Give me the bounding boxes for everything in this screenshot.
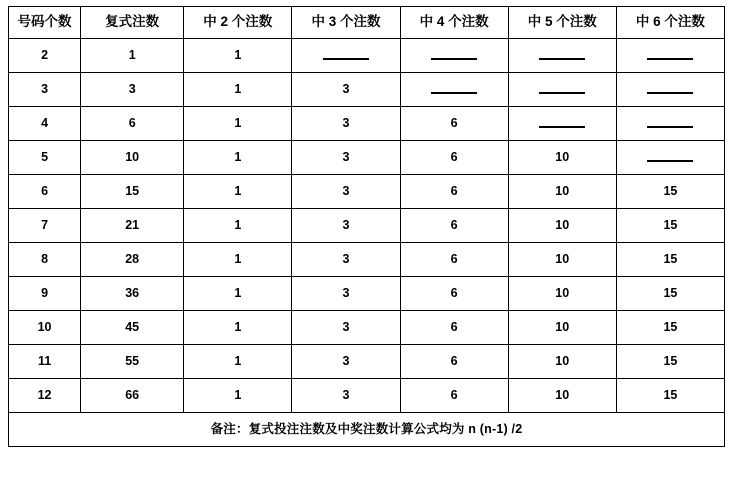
cell-hit-2: 1 [184,107,292,141]
cell-hit-4 [400,73,508,107]
cell-hit-6 [616,141,724,175]
cell-number-count: 9 [9,277,81,311]
cell-hit-5: 10 [508,209,616,243]
cell-hit-6: 15 [616,311,724,345]
cell-combination-bets: 28 [81,243,184,277]
cell-hit-5: 10 [508,141,616,175]
cell-hit-3: 3 [292,277,400,311]
table-header-row [9,7,725,39]
empty-dash [323,51,369,60]
cell-hit-4: 6 [400,175,508,209]
cell-hit-2: 1 [184,209,292,243]
cell-combination-bets: 36 [81,277,184,311]
table-row [9,209,725,243]
cell-hit-6: 15 [616,209,724,243]
cell-hit-4: 6 [400,379,508,413]
column-header-number-count: 号码个数 [9,7,81,39]
cell-hit-2: 1 [184,39,292,73]
table-note: 备注：复式投注注数及中奖注数计算公式均为 n (n-1) /2 [9,413,725,447]
cell-hit-5: 10 [508,277,616,311]
cell-number-count: 7 [9,209,81,243]
cell-number-count: 6 [9,175,81,209]
cell-hit-2: 1 [184,175,292,209]
cell-hit-3: 3 [292,73,400,107]
table-row [9,141,725,175]
cell-hit-2: 1 [184,345,292,379]
table-row [9,277,725,311]
column-header-hit-5: 中 5 个注数 [508,7,616,39]
cell-hit-2: 1 [184,311,292,345]
cell-number-count: 10 [9,311,81,345]
table-row [9,243,725,277]
cell-hit-3: 3 [292,345,400,379]
cell-hit-5: 10 [508,379,616,413]
cell-number-count: 11 [9,345,81,379]
cell-number-count: 5 [9,141,81,175]
cell-number-count: 2 [9,39,81,73]
cell-hit-4: 6 [400,311,508,345]
cell-combination-bets: 21 [81,209,184,243]
empty-dash [539,51,585,60]
cell-hit-4: 6 [400,345,508,379]
cell-hit-6: 15 [616,379,724,413]
empty-dash [539,119,585,128]
column-header-hit-4: 中 4 个注数 [400,7,508,39]
column-header-combination-bets: 复式注数 [81,7,184,39]
empty-dash [539,85,585,94]
column-header-hit-2: 中 2 个注数 [184,7,292,39]
cell-hit-6: 15 [616,345,724,379]
cell-hit-6 [616,73,724,107]
cell-combination-bets: 10 [81,141,184,175]
cell-number-count: 8 [9,243,81,277]
cell-hit-4: 6 [400,243,508,277]
empty-dash [431,51,477,60]
cell-combination-bets: 3 [81,73,184,107]
cell-hit-3: 3 [292,243,400,277]
cell-hit-5 [508,107,616,141]
cell-hit-3: 3 [292,175,400,209]
cell-hit-4: 6 [400,209,508,243]
table-row [9,379,725,413]
cell-number-count: 4 [9,107,81,141]
column-header-hit-6: 中 6 个注数 [616,7,724,39]
cell-combination-bets: 66 [81,379,184,413]
empty-dash [647,85,693,94]
cell-hit-6: 15 [616,175,724,209]
cell-hit-6: 15 [616,243,724,277]
cell-hit-2: 1 [184,73,292,107]
column-header-hit-3: 中 3 个注数 [292,7,400,39]
table-row [9,107,725,141]
cell-hit-5: 10 [508,311,616,345]
lottery-combination-table [8,6,725,447]
cell-hit-5: 10 [508,243,616,277]
cell-hit-3: 3 [292,141,400,175]
cell-hit-2: 1 [184,277,292,311]
table-row [9,311,725,345]
cell-combination-bets: 6 [81,107,184,141]
empty-dash [647,119,693,128]
cell-combination-bets: 15 [81,175,184,209]
empty-dash [431,85,477,94]
table-body [9,39,725,447]
cell-hit-2: 1 [184,379,292,413]
cell-combination-bets: 55 [81,345,184,379]
cell-hit-5 [508,39,616,73]
table-row [9,345,725,379]
table-header [9,7,725,39]
cell-hit-3: 3 [292,209,400,243]
cell-hit-3: 3 [292,379,400,413]
cell-hit-6 [616,39,724,73]
cell-combination-bets: 1 [81,39,184,73]
empty-dash [647,51,693,60]
cell-hit-4: 6 [400,277,508,311]
cell-hit-4 [400,39,508,73]
cell-hit-3 [292,39,400,73]
cell-combination-bets: 45 [81,311,184,345]
cell-hit-5: 10 [508,175,616,209]
table-row [9,175,725,209]
cell-hit-5 [508,73,616,107]
cell-hit-5: 10 [508,345,616,379]
cell-hit-6: 15 [616,277,724,311]
table-row [9,39,725,73]
cell-hit-2: 1 [184,141,292,175]
cell-hit-2: 1 [184,243,292,277]
table-note-row [9,413,725,447]
cell-number-count: 3 [9,73,81,107]
table-row [9,73,725,107]
cell-hit-4: 6 [400,141,508,175]
cell-hit-3: 3 [292,107,400,141]
cell-hit-4: 6 [400,107,508,141]
cell-number-count: 12 [9,379,81,413]
empty-dash [647,153,693,162]
cell-hit-3: 3 [292,311,400,345]
cell-hit-6 [616,107,724,141]
